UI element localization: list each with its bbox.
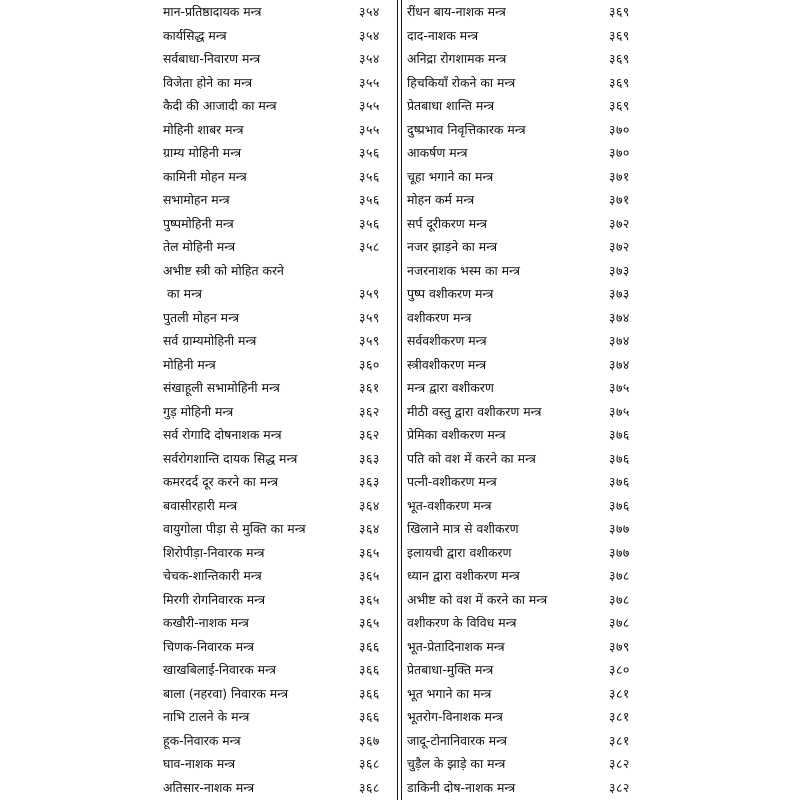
- entry-title: शिरोपीड़ा-निवारक मन्त्र: [163, 544, 265, 560]
- entry-title: खिलाने मात्र से वशीकरण: [407, 521, 519, 536]
- entry-page-number: ३५६: [359, 215, 380, 231]
- entry-page-number: ३६९: [609, 27, 630, 43]
- entry-page-number: ३६४: [359, 521, 380, 536]
- entry-page-number: ३५९: [359, 333, 380, 348]
- entry-page-number: ३७४: [609, 356, 630, 372]
- index-entry: [163, 729, 396, 753]
- entry-page-number: ३६६: [359, 685, 380, 701]
- entry-page-number: ३५६: [359, 168, 380, 184]
- index-entry: [403, 94, 653, 118]
- entry-title: कार्यसिद्ध मन्त्र: [163, 27, 227, 43]
- entry-title: संखाहूली सभामोहिनी मन्त्र: [163, 380, 280, 395]
- entry-page-number: ३५८: [359, 239, 380, 254]
- index-entry: [403, 0, 653, 24]
- entry-page-number: ३८१: [609, 732, 630, 748]
- index-entry: [163, 24, 396, 48]
- entry-title: कैदी की आजादी का मन्त्र: [163, 98, 277, 113]
- entry-title: का मन्त्र: [167, 286, 202, 301]
- entry-title: पति को वश में करने का मन्त्र: [407, 450, 536, 466]
- index-entry: [163, 353, 396, 377]
- left-index-column: [163, 0, 396, 799]
- index-entry: [403, 400, 653, 424]
- entry-page-number: ३६२: [359, 427, 380, 442]
- entry-page-number: ३७७: [609, 521, 630, 536]
- index-entry: [403, 47, 653, 71]
- index-entry: [403, 682, 653, 706]
- entry-page-number: ३७८: [609, 615, 630, 630]
- index-entry: [163, 71, 396, 95]
- index-entry: [403, 564, 653, 588]
- index-entry: [163, 705, 396, 729]
- entry-page-number: ३७६: [609, 474, 630, 489]
- index-entry: [163, 682, 396, 706]
- index-entry: [163, 94, 396, 118]
- index-entry: [163, 494, 396, 518]
- index-entry: [403, 188, 653, 212]
- entry-page-number: ३७२: [609, 215, 630, 231]
- entry-title: वशीकरण मन्त्र: [407, 309, 472, 325]
- entry-page-number: ३६७: [359, 732, 380, 748]
- entry-title: सभामोहन मन्त्र: [163, 192, 230, 207]
- index-entry: [403, 282, 653, 306]
- index-entry: [163, 635, 396, 659]
- entry-title: ध्यान द्वारा वशीकरण मन्त्र: [407, 568, 520, 583]
- index-entry: [403, 494, 653, 518]
- entry-title: अभीष्ट को वश में करने का मन्त्र: [407, 591, 548, 607]
- index-entry: [403, 24, 653, 48]
- index-entry: [163, 329, 396, 353]
- entry-title: अतिसार-नाशक मन्त्र: [163, 779, 255, 795]
- entry-title: भूत-वशीकरण मन्त्र: [407, 497, 492, 513]
- index-entry: [163, 658, 396, 682]
- entry-page-number: ३७६: [609, 427, 630, 442]
- entry-page-number: ३६६: [359, 638, 380, 654]
- entry-title: अभीष्ट स्त्री को मोहित करने: [163, 262, 284, 278]
- entry-title: पुष्प वशीकरण मन्त्र: [407, 286, 494, 301]
- entry-title: नजरनाशक भस्म का मन्त्र: [407, 262, 520, 278]
- index-entry: [403, 71, 653, 95]
- entry-page-number: ३५४: [359, 4, 380, 19]
- index-entry: [163, 447, 396, 471]
- entry-title: इलायची द्वारा वशीकरण: [407, 544, 512, 560]
- entry-title: बाला (नहरवा) निवारक मन्त्र: [163, 685, 289, 701]
- entry-title: सर्व ग्राम्यमोहिनी मन्त्र: [163, 333, 257, 348]
- entry-page-number: ३६०: [359, 356, 380, 372]
- entry-title: मोहन कर्म मन्त्र: [407, 192, 475, 207]
- index-entry: [163, 165, 396, 189]
- entry-page-number: ३५९: [359, 309, 380, 325]
- entry-page-number: ३६५: [359, 615, 380, 630]
- entry-title: मीठी वस्तु द्वारा वशीकरण मन्त्र: [407, 403, 542, 419]
- entry-title: सर्प दूरीकरण मन्त्र: [407, 215, 487, 231]
- index-entry: [403, 165, 653, 189]
- entry-page-number: ३७४: [609, 309, 630, 325]
- entry-title: आकर्षण मन्त्र: [407, 145, 468, 160]
- entry-title: पुष्पमोहिनी मन्त्र: [163, 215, 234, 231]
- entry-title: खाखबिलाई-निवारक मन्त्र: [163, 662, 276, 677]
- index-entry: [403, 776, 653, 800]
- index-entry: [163, 47, 396, 71]
- index-entry: [163, 517, 396, 541]
- entry-page-number: ३६१: [359, 380, 380, 395]
- index-entry: [403, 705, 653, 729]
- entry-page-number: ३६३: [359, 474, 380, 489]
- index-entry: [163, 541, 396, 565]
- entry-title: कामिनी मोहन मन्त्र: [163, 168, 247, 184]
- index-entry: [403, 470, 653, 494]
- entry-title: मन्त्र द्वारा वशीकरण: [407, 380, 494, 395]
- index-entry: [163, 282, 396, 306]
- entry-title: सर्वबाधा-निवारण मन्त्र: [163, 51, 261, 66]
- entry-title: नाभि टालने के मन्त्र: [163, 709, 250, 724]
- index-entry: [403, 635, 653, 659]
- index-entry: [403, 658, 653, 682]
- entry-title: चेचक-शान्तिकारी मन्त्र: [163, 568, 262, 583]
- entry-title: प्रेमिका वशीकरण मन्त्र: [407, 427, 506, 442]
- entry-page-number: ३७७: [609, 544, 630, 560]
- index-entry: [403, 141, 653, 165]
- index-entry: [163, 470, 396, 494]
- entry-title: हूक-निवारक मन्त्र: [163, 732, 241, 748]
- entry-title: घाव-नाशक मन्त्र: [163, 756, 236, 771]
- entry-page-number: ३८१: [609, 709, 630, 724]
- entry-title: वशीकरण के विविध मन्त्र: [407, 615, 517, 630]
- entry-page-number: ३६३: [359, 450, 380, 466]
- entry-title: रींधन बाय-नाशक मन्त्र: [407, 4, 506, 19]
- entry-page-number: ३६५: [359, 591, 380, 607]
- entry-title: वायुगोला पीड़ा से मुक्ति का मन्त्र: [163, 521, 306, 536]
- entry-page-number: ३८०: [609, 662, 630, 677]
- entry-title: मिरगी रोगनिवारक मन्त्र: [163, 591, 266, 607]
- index-entry: [163, 752, 396, 776]
- entry-page-number: ३५४: [359, 27, 380, 43]
- entry-title: प्रेतबाधा-मुक्ति मन्त्र: [407, 662, 494, 677]
- entry-title: तेल मोहिनी मन्त्र: [163, 239, 236, 254]
- entry-title: पुतली मोहन मन्त्र: [163, 309, 239, 325]
- entry-title: दाद-नाशक मन्त्र: [407, 27, 479, 43]
- index-entry: [163, 611, 396, 635]
- index-entry: [403, 611, 653, 635]
- index-entry: [163, 188, 396, 212]
- index-entry: [403, 588, 653, 612]
- index-entry: [403, 517, 653, 541]
- column-divider-left: [397, 0, 398, 800]
- index-entry: [163, 0, 396, 24]
- entry-page-number: ३८२: [609, 779, 630, 795]
- entry-page-number: ३७०: [609, 145, 630, 160]
- entry-page-number: ३५६: [359, 192, 380, 207]
- index-entry: [403, 259, 653, 283]
- entry-page-number: ३६८: [359, 756, 380, 771]
- entry-page-number: ३६२: [359, 403, 380, 419]
- entry-title: अनिद्रा रोगशामक मन्त्र: [407, 51, 507, 66]
- index-entry: [163, 141, 396, 165]
- entry-title: जादू-टोनानिवारक मन्त्र: [407, 732, 507, 748]
- entry-title: हिचकियाँ रोकने का मन्त्र: [407, 74, 516, 90]
- entry-page-number: ३७१: [609, 168, 630, 184]
- index-entry: [163, 212, 396, 236]
- entry-title: मोहिनी मन्त्र: [163, 356, 216, 372]
- index-entry: [163, 376, 396, 400]
- entry-title: भूतरोग-विनाशक मन्त्र: [407, 709, 503, 724]
- entry-page-number: ३६४: [359, 497, 380, 513]
- entry-page-number: ३७३: [609, 286, 630, 301]
- entry-page-number: ३७१: [609, 192, 630, 207]
- entry-title: स्त्रीवशीकरण मन्त्र: [407, 356, 487, 372]
- index-entry: [163, 400, 396, 424]
- entry-page-number: ३६९: [609, 51, 630, 66]
- entry-page-number: ३५९: [359, 286, 380, 301]
- index-entry: [163, 306, 396, 330]
- entry-page-number: ३७५: [609, 403, 630, 419]
- entry-title: सर्वरोगशान्ति दायक सिद्ध मन्त्र: [163, 450, 298, 466]
- entry-page-number: ३८१: [609, 685, 630, 701]
- index-entry: [163, 235, 396, 259]
- entry-page-number: ३७८: [609, 591, 630, 607]
- entry-page-number: ३७६: [609, 497, 630, 513]
- entry-title: मोहिनी शाबर मन्त्र: [163, 121, 244, 137]
- entry-title: नजर झाड़ने का मन्त्र: [407, 239, 498, 254]
- entry-page-number: ३६९: [609, 74, 630, 90]
- entry-page-number: ३६५: [359, 544, 380, 560]
- index-entry: [163, 423, 396, 447]
- index-entry: [403, 353, 653, 377]
- entry-page-number: ३५५: [359, 74, 380, 90]
- entry-title: चूहा भगाने का मन्त्र: [407, 168, 494, 184]
- index-entry: [163, 564, 396, 588]
- entry-page-number: ३५४: [359, 51, 380, 66]
- entry-page-number: ३७९: [609, 638, 630, 654]
- entry-page-number: ३७२: [609, 239, 630, 254]
- entry-page-number: ३६९: [609, 98, 630, 113]
- index-entry: [403, 235, 653, 259]
- index-entry: [403, 447, 653, 471]
- index-entry: [403, 329, 653, 353]
- entry-title: चुड़ैल के झाड़े का मन्त्र: [407, 756, 506, 771]
- entry-title: गुड़ मोहिनी मन्त्र: [163, 403, 234, 419]
- index-entry: [163, 259, 396, 283]
- entry-page-number: ३६५: [359, 568, 380, 583]
- entry-title: कमरदर्द दूर करने का मन्त्र: [163, 474, 279, 489]
- index-entry: [163, 118, 396, 142]
- entry-page-number: ३६६: [359, 662, 380, 677]
- entry-title: बवासीरहारी मन्त्र: [163, 497, 238, 513]
- entry-page-number: ३७०: [609, 121, 630, 137]
- entry-page-number: ३६९: [609, 4, 630, 19]
- index-entry: [403, 118, 653, 142]
- entry-title: पत्नी-वशीकरण मन्त्र: [407, 474, 497, 489]
- entry-page-number: ३५६: [359, 145, 380, 160]
- entry-title: भूत-प्रेतादिनाशक मन्त्र: [407, 638, 505, 654]
- index-entry: [163, 588, 396, 612]
- entry-title: ग्राम्य मोहिनी मन्त्र: [163, 145, 242, 160]
- entry-title: मान-प्रतिष्ठादायक मन्त्र: [163, 4, 262, 19]
- index-entry: [403, 423, 653, 447]
- entry-title: दुष्प्रभाव निवृत्तिकारक मन्त्र: [407, 121, 526, 137]
- entry-title: चिणक-निवारक मन्त्र: [163, 638, 255, 654]
- entry-page-number: ३७३: [609, 262, 630, 278]
- entry-title: भूत भगाने का मन्त्र: [407, 685, 492, 701]
- entry-title: डाकिनी दोष-नाशक मन्त्र: [407, 779, 516, 795]
- index-entry: [403, 376, 653, 400]
- entry-title: सर्व रोगादि दोषनाशक मन्त्र: [163, 427, 282, 442]
- entry-page-number: ३८२: [609, 756, 630, 771]
- entry-page-number: ३७४: [609, 333, 630, 348]
- entry-title: कखौरी-नाशक मन्त्र: [163, 615, 249, 630]
- entry-page-number: ३७८: [609, 568, 630, 583]
- index-entry: [163, 776, 396, 800]
- entry-page-number: ३६८: [359, 779, 380, 795]
- entry-title: सर्ववशीकरण मन्त्र: [407, 333, 487, 348]
- index-entry: [403, 212, 653, 236]
- entry-page-number: ३७६: [609, 450, 630, 466]
- index-entry: [403, 752, 653, 776]
- index-entry: [403, 729, 653, 753]
- entry-page-number: ३७५: [609, 380, 630, 395]
- entry-page-number: ३५५: [359, 121, 380, 137]
- entry-title: विजेता होने का मन्त्र: [163, 74, 253, 90]
- index-entry: [403, 541, 653, 565]
- right-index-column: [403, 0, 653, 799]
- entry-title: प्रेतबाधा शान्ति मन्त्र: [407, 98, 495, 113]
- entry-page-number: ३६६: [359, 709, 380, 724]
- index-entry: [403, 306, 653, 330]
- entry-page-number: ३५५: [359, 98, 380, 113]
- column-divider-right: [401, 0, 402, 800]
